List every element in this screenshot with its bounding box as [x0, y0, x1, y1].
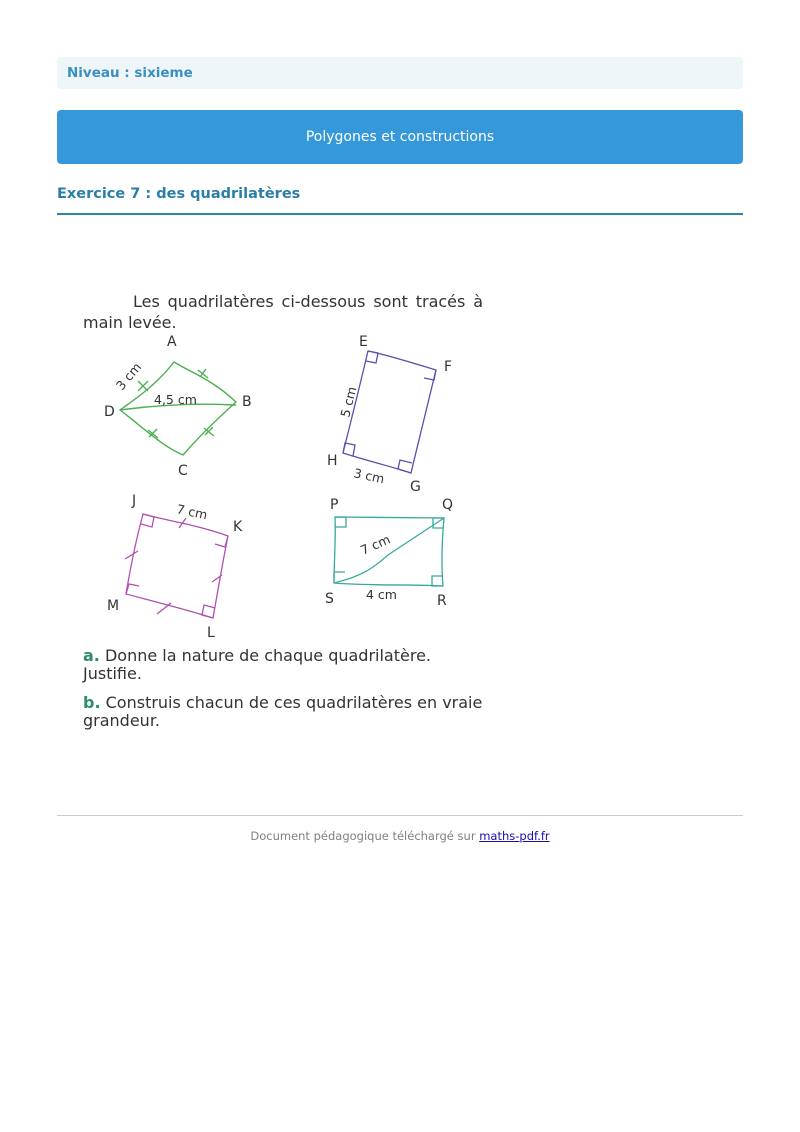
footer-divider [57, 815, 743, 816]
question-a-text: Donne la nature de chaque quadrilatère. Justifie. [83, 646, 431, 683]
exercise-figure [78, 285, 508, 745]
label-e: E [359, 334, 368, 350]
footer-link[interactable]: maths-pdf.fr [479, 829, 550, 843]
exercise-title: Exercice 7 : des quadrilatères [57, 186, 743, 215]
label-g: G [410, 479, 421, 495]
label-p: P [330, 497, 339, 513]
figure-pqrs [334, 517, 444, 586]
label-m: M [107, 598, 120, 614]
question-b [83, 694, 483, 730]
abcd-side-label: 3 cm [112, 359, 145, 393]
label-q: Q [442, 497, 454, 513]
pqrs-side-label: 4 cm [366, 587, 397, 602]
label-j: J [132, 493, 137, 509]
level-label: Niveau : sixieme [67, 65, 193, 81]
efgh-long-label: 5 cm [337, 385, 360, 419]
pqrs-diagonal-label: 7 cm [358, 531, 393, 558]
label-h: H [327, 453, 338, 469]
question-a [83, 647, 483, 683]
question-b-text: Construis chacun de ces quadrilatères en vraie grandeur. [83, 693, 483, 730]
label-s: S [325, 591, 334, 607]
banner-title: Polygones et constructions [305, 129, 495, 145]
label-l: L [207, 625, 215, 641]
title-banner [57, 110, 743, 164]
label-d: D [104, 404, 115, 420]
figure-efgh [343, 351, 436, 473]
figure-jklm [125, 514, 228, 618]
footer [57, 829, 743, 843]
label-a: A [167, 334, 177, 350]
efgh-short-label: 3 cm [352, 465, 386, 487]
label-b: B [242, 394, 252, 410]
label-k: K [233, 519, 243, 535]
jklm-side-label: 7 cm [175, 501, 209, 523]
question-b-letter: b. [83, 693, 101, 712]
abcd-diagonal-label: 4,5 cm [154, 392, 197, 407]
label-c: C [178, 463, 188, 479]
footer-text: Document pédagogique téléchargé sur [250, 829, 476, 843]
level-box [57, 57, 743, 89]
label-f: F [444, 359, 453, 375]
question-a-letter: a. [83, 646, 100, 665]
label-r: R [437, 593, 447, 609]
exercise-intro: Les quadrilatères ci-dessous sont tracés à main levée. [83, 292, 483, 332]
